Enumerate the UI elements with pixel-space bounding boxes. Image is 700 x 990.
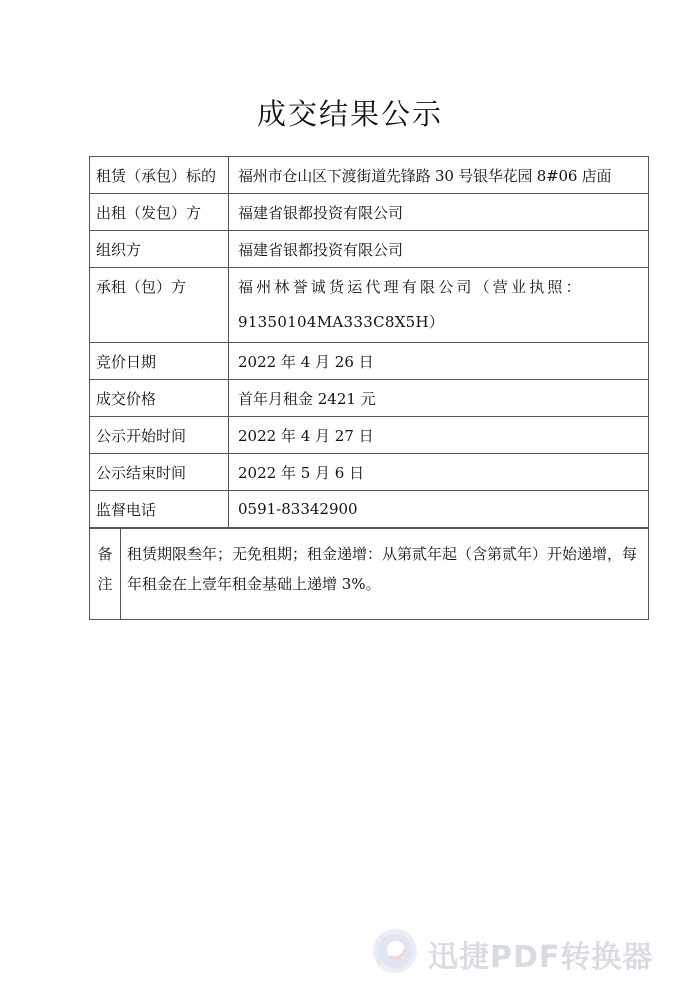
result-table xyxy=(89,156,649,528)
table-row xyxy=(90,491,649,528)
table-row xyxy=(90,343,649,380)
row-label-phone: 监督电话 xyxy=(90,491,229,528)
row-label-subject: 租赁（承包）标的 xyxy=(90,157,229,194)
row-value-bid-date: 2022 年 4 月 26 日 xyxy=(229,343,649,380)
watermark-text: 迅捷PDF转换器 xyxy=(428,940,654,975)
table-row xyxy=(90,454,649,491)
row-value-lessor: 福建省银都投资有限公司 xyxy=(229,194,649,231)
row-value-end-date: 2022 年 5 月 6 日 xyxy=(229,454,649,491)
row-label-start-date: 公示开始时间 xyxy=(90,417,229,454)
table-row xyxy=(90,231,649,268)
table-row xyxy=(90,417,649,454)
row-value-start-date: 2022 年 4 月 27 日 xyxy=(229,417,649,454)
pdf-converter-logo-icon xyxy=(370,926,420,976)
row-value-price: 首年月租金 2421 元 xyxy=(229,380,649,417)
lessee-line-1: 福州林誉诚货运代理有限公司（营业执照： xyxy=(238,278,584,296)
watermark xyxy=(370,922,690,980)
row-value-phone: 0591-83342900 xyxy=(229,491,649,528)
row-value-subject: 福州市仓山区下渡街道先锋路 30 号银华花园 8#06 店面 xyxy=(229,157,649,194)
note-row xyxy=(90,529,649,620)
note-text: 租赁期限叁年；无免租期；租金递增：从第贰年起（含第贰年）开始递增，每年租金在上壹年租金基础上递增 3%。 xyxy=(121,529,649,620)
lessee-line-2: 91350104MA333C8X5H） xyxy=(238,313,445,331)
row-label-organizer: 组织方 xyxy=(90,231,229,268)
row-label-price: 成交价格 xyxy=(90,380,229,417)
table-row xyxy=(90,268,649,343)
table-row xyxy=(90,194,649,231)
row-label-lessee: 承租（包）方 xyxy=(90,268,229,343)
row-value-lessee xyxy=(229,268,649,343)
row-label-end-date: 公示结束时间 xyxy=(90,454,229,491)
table-row xyxy=(90,380,649,417)
note-label-char-1: 备 xyxy=(97,545,113,563)
row-label-bid-date: 竞价日期 xyxy=(90,343,229,380)
page-title: 成交结果公示 xyxy=(256,97,443,131)
row-label-lessor: 出租（发包）方 xyxy=(90,194,229,231)
row-value-organizer: 福建省银都投资有限公司 xyxy=(229,231,649,268)
table-row xyxy=(90,157,649,194)
note-label-char-2: 注 xyxy=(97,575,113,593)
note-table xyxy=(89,528,649,620)
note-label xyxy=(90,529,121,620)
